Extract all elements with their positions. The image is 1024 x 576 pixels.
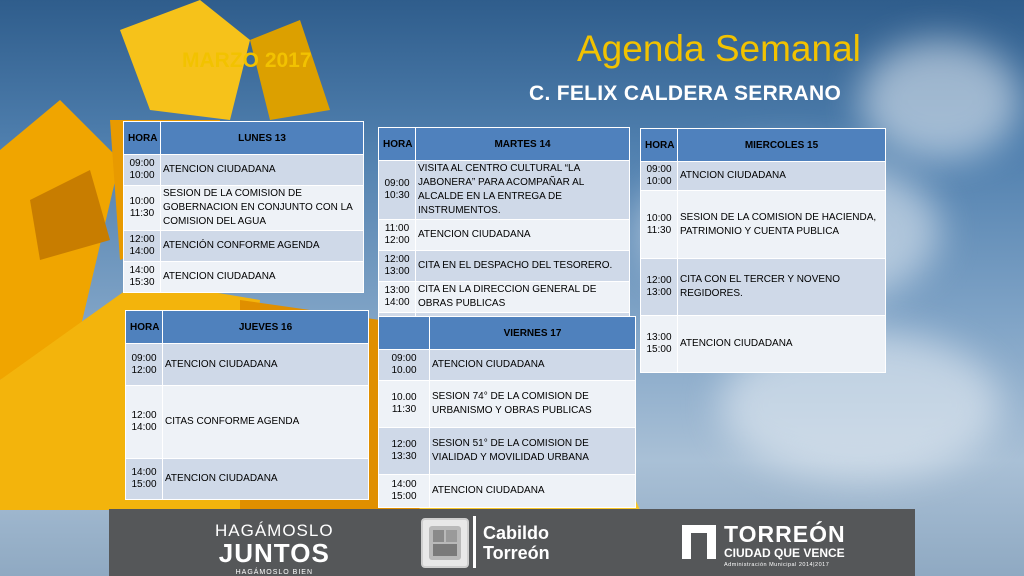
- agenda-table-wednesday: [640, 128, 886, 373]
- day-header: MIERCOLES 15: [678, 129, 886, 162]
- time-cell: 11:00 12:00: [379, 220, 416, 251]
- logo-line: JUNTOS: [218, 538, 330, 568]
- time-cell: 12:00 14:00: [124, 231, 161, 262]
- time-cell: 10.00 11:30: [379, 381, 430, 428]
- cabildo-line: Cabildo: [483, 523, 549, 543]
- time-cell: 09:00 10:00: [124, 155, 161, 186]
- hora-header: HORA: [641, 129, 678, 162]
- hagamoslo-juntos-logo: [215, 521, 334, 576]
- activity-cell: ATENCION CIUDADANA: [163, 344, 369, 386]
- activity-cell: SESION DE LA COMISION DE HACIENDA, PATRIMONIO Y CUENTA PUBLICA: [678, 191, 886, 259]
- activity-cell: VISITA AL CENTRO CULTURAL “LA JABONERA” PARA ACOMPAÑAR AL ALCALDE EN LA ENTREGA DE INSTRUMENTOS.: [416, 161, 630, 220]
- time-cell: 10:00 11:30: [641, 191, 678, 259]
- torreon-admin: Administración Municipal 2014|2017: [724, 562, 830, 568]
- activity-cell: ATENCION CIUDADANA: [416, 220, 630, 251]
- time-cell: 13:00 14:00: [379, 282, 416, 313]
- activity-cell: CITA EN LA DIRECCION GENERAL DE OBRAS PUBLICAS: [416, 282, 630, 313]
- hora-header: HORA: [126, 311, 163, 344]
- day-header: JUEVES 16: [163, 311, 369, 344]
- agenda-table-monday: [123, 121, 364, 293]
- cabildo-logo: [483, 523, 550, 563]
- time-cell: 09:00 10:00: [641, 162, 678, 191]
- activity-cell: ATENCION CIUDADANA: [163, 459, 369, 500]
- time-cell: 10:00 11:30: [124, 186, 161, 231]
- person-name: C. FELIX CALDERA SERRANO: [529, 82, 842, 105]
- time-cell: 12:00 13:30: [379, 428, 430, 475]
- torreon-logo: [724, 521, 846, 568]
- cabildo-line: Torreón: [483, 543, 550, 563]
- activity-cell: CITA EN EL DESPACHO DEL TESORERO.: [416, 251, 630, 282]
- activity-cell: ATENCION CIUDADANA: [678, 316, 886, 373]
- time-cell: 13:00 15:00: [641, 316, 678, 373]
- time-cell: 12:00 13:00: [641, 259, 678, 316]
- hora-header: HORA: [379, 128, 416, 161]
- torreon-subtitle: CIUDAD QUE VENCE: [724, 546, 845, 560]
- activity-cell: ATNCION CIUDADANA: [678, 162, 886, 191]
- activity-cell: SESION DE LA COMISION DE GOBERNACION EN CONJUNTO CON LA COMISION DEL AGUA: [161, 186, 364, 231]
- day-header: LUNES 13: [161, 122, 364, 155]
- time-cell: 12:00 14:00: [126, 386, 163, 459]
- footer-divider: [473, 516, 476, 568]
- activity-cell: CITAS CONFORME AGENDA: [163, 386, 369, 459]
- time-cell: 14:00 15:30: [124, 262, 161, 293]
- footer-bar: [109, 509, 915, 576]
- time-cell: 09:00 10:30: [379, 161, 416, 220]
- activity-cell: CITA CON EL TERCER Y NOVENO REGIDORES.: [678, 259, 886, 316]
- page-title: Agenda Semanal: [577, 28, 861, 69]
- activity-cell: SESION 51° DE LA COMISION DE VIALIDAD Y MOVILIDAD URBANA: [430, 428, 636, 475]
- activity-cell: ATENCION CIUDADANA: [430, 475, 636, 508]
- activity-cell: SESION 74° DE LA COMISION DE URBANISMO Y OBRAS PUBLICAS: [430, 381, 636, 428]
- agenda-table-friday: [378, 316, 636, 508]
- agenda-table-tuesday: [378, 127, 630, 344]
- time-cell: 14:00 15:00: [126, 459, 163, 500]
- coat-of-arms-icon: [421, 518, 469, 568]
- day-header: MARTES 14: [416, 128, 630, 161]
- time-cell: 09:00 10.00: [379, 350, 430, 381]
- time-cell: 12:00 13:00: [379, 251, 416, 282]
- logo-line: HAGÁMOSLO: [215, 521, 334, 540]
- activity-cell: ATENCION CIUDADANA: [430, 350, 636, 381]
- time-cell: 14:00 15:00: [379, 475, 430, 508]
- month-label: MARZO 2017: [182, 49, 312, 72]
- time-cell: 09:00 12:00: [126, 344, 163, 386]
- agenda-table-thursday: [125, 310, 369, 500]
- torreon-tower-icon: [682, 525, 716, 559]
- hora-header-empty: [379, 317, 430, 350]
- hora-header: HORA: [124, 122, 161, 155]
- torreon-title: TORREÓN: [724, 521, 846, 547]
- activity-cell: ATENCION CIUDADANA: [161, 155, 364, 186]
- activity-cell: ATENCION CIUDADANA: [161, 262, 364, 293]
- day-header: VIERNES 17: [430, 317, 636, 350]
- logo-line: HAGÁMOSLO BIEN: [235, 569, 313, 576]
- activity-cell: ATENCIÓN CONFORME AGENDA: [161, 231, 364, 262]
